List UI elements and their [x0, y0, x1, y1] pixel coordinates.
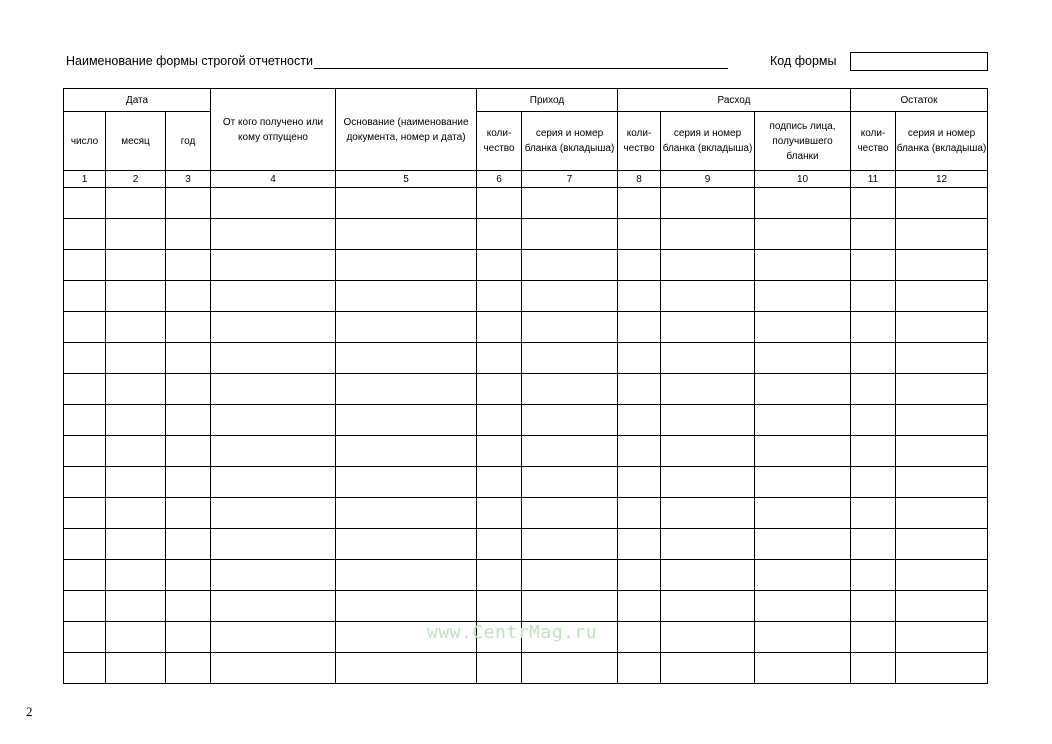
table-cell[interactable]	[166, 405, 211, 436]
table-row	[64, 498, 988, 529]
table-cell[interactable]	[851, 467, 896, 498]
table-cell[interactable]	[64, 560, 106, 591]
table-row	[64, 250, 988, 281]
subheader-income-qty: коли-чество	[477, 112, 522, 171]
subheader-day: число	[64, 112, 106, 171]
subheader-year: год	[166, 112, 211, 171]
table-cell[interactable]	[211, 560, 336, 591]
table-cell[interactable]	[211, 405, 336, 436]
table-cell[interactable]	[755, 529, 851, 560]
table-cell[interactable]	[336, 281, 477, 312]
table-cell[interactable]	[106, 498, 166, 529]
table-cell[interactable]	[211, 591, 336, 622]
table-row	[64, 281, 988, 312]
table-cell[interactable]	[661, 467, 755, 498]
table-cell[interactable]	[896, 529, 988, 560]
table-cell[interactable]	[522, 374, 618, 405]
table-cell[interactable]	[522, 250, 618, 281]
table-cell[interactable]	[106, 560, 166, 591]
table-cell[interactable]	[64, 436, 106, 467]
table-cell[interactable]	[477, 219, 522, 250]
form-code-field[interactable]	[850, 52, 988, 71]
table-cell[interactable]	[211, 467, 336, 498]
table-cell[interactable]	[211, 281, 336, 312]
table-cell[interactable]	[166, 529, 211, 560]
table-cell[interactable]	[211, 374, 336, 405]
table-cell[interactable]	[755, 219, 851, 250]
table-cell[interactable]	[851, 560, 896, 591]
table-cell[interactable]	[477, 343, 522, 374]
table-cell[interactable]	[522, 219, 618, 250]
table-cell[interactable]	[755, 188, 851, 219]
table-cell[interactable]	[661, 405, 755, 436]
table-cell[interactable]	[755, 250, 851, 281]
table-cell[interactable]	[64, 529, 106, 560]
table-cell[interactable]	[896, 591, 988, 622]
table-cell[interactable]	[166, 653, 211, 684]
table-cell[interactable]	[755, 467, 851, 498]
table-cell[interactable]	[336, 498, 477, 529]
table-cell[interactable]	[661, 653, 755, 684]
table-cell[interactable]	[896, 250, 988, 281]
table-cell[interactable]	[522, 188, 618, 219]
table-cell[interactable]	[661, 622, 755, 653]
table-cell[interactable]	[755, 312, 851, 343]
header-balance: Остаток	[851, 89, 988, 112]
table-cell[interactable]	[618, 374, 661, 405]
table-cell[interactable]	[618, 653, 661, 684]
subheader-expense-series: серия и номер бланка (вкладыша)	[661, 112, 755, 171]
subheader-month: месяц	[106, 112, 166, 171]
table-cell[interactable]	[64, 281, 106, 312]
table-cell[interactable]	[755, 281, 851, 312]
table-cell[interactable]	[896, 653, 988, 684]
table-row	[64, 467, 988, 498]
table-cell[interactable]	[106, 436, 166, 467]
table-cell[interactable]	[755, 560, 851, 591]
table-cell[interactable]	[336, 250, 477, 281]
form-name-label: Наименование формы строгой отчетности	[66, 54, 313, 68]
table-cell[interactable]	[618, 591, 661, 622]
table-cell[interactable]	[336, 560, 477, 591]
table-cell[interactable]	[618, 467, 661, 498]
table-cell[interactable]	[896, 374, 988, 405]
table-cell[interactable]	[661, 312, 755, 343]
table-cell[interactable]	[106, 622, 166, 653]
table-cell[interactable]	[166, 591, 211, 622]
table-cell[interactable]	[522, 312, 618, 343]
table-cell[interactable]	[166, 560, 211, 591]
table-cell[interactable]	[851, 374, 896, 405]
table-cell[interactable]	[336, 374, 477, 405]
table-cell[interactable]	[336, 188, 477, 219]
table-cell[interactable]	[851, 343, 896, 374]
table-cell[interactable]	[522, 343, 618, 374]
table-cell[interactable]	[851, 591, 896, 622]
table-cell[interactable]	[755, 374, 851, 405]
table-cell[interactable]	[64, 188, 106, 219]
table-cell[interactable]	[618, 529, 661, 560]
watermark: www.CentrMag.ru	[427, 622, 598, 643]
table-cell[interactable]	[211, 188, 336, 219]
table-cell[interactable]	[477, 436, 522, 467]
table-cell[interactable]	[522, 436, 618, 467]
table-cell[interactable]	[477, 281, 522, 312]
form-name-field[interactable]	[314, 68, 728, 69]
table-cell[interactable]	[477, 467, 522, 498]
table-cell[interactable]	[64, 250, 106, 281]
table-cell[interactable]	[336, 436, 477, 467]
table-cell[interactable]	[851, 250, 896, 281]
table-cell[interactable]	[211, 343, 336, 374]
table-cell[interactable]	[896, 405, 988, 436]
table-cell[interactable]	[755, 405, 851, 436]
table-cell[interactable]	[166, 374, 211, 405]
header-expense: Расход	[618, 89, 851, 112]
table-cell[interactable]	[336, 343, 477, 374]
table-cell[interactable]	[661, 529, 755, 560]
table-cell[interactable]	[522, 653, 618, 684]
table-cell[interactable]	[106, 467, 166, 498]
table-cell[interactable]	[211, 622, 336, 653]
table-cell[interactable]	[661, 219, 755, 250]
table-cell[interactable]	[106, 529, 166, 560]
table-row	[64, 560, 988, 591]
table-cell[interactable]	[336, 529, 477, 560]
column-number: 1	[64, 171, 106, 188]
table-cell[interactable]	[896, 467, 988, 498]
table-row	[64, 312, 988, 343]
form-code-label: Код формы	[770, 54, 837, 68]
table-cell[interactable]	[64, 622, 106, 653]
table-cell[interactable]	[477, 498, 522, 529]
table-cell[interactable]	[618, 312, 661, 343]
table-cell[interactable]	[896, 312, 988, 343]
table-cell[interactable]	[851, 529, 896, 560]
table-row	[64, 374, 988, 405]
table-cell[interactable]	[522, 560, 618, 591]
table-cell[interactable]	[896, 188, 988, 219]
table-cell[interactable]	[106, 219, 166, 250]
table-cell[interactable]	[522, 529, 618, 560]
table-cell[interactable]	[661, 591, 755, 622]
table-cell[interactable]	[755, 591, 851, 622]
column-number: 5	[336, 171, 477, 188]
table-cell[interactable]	[661, 436, 755, 467]
column-number: 10	[755, 171, 851, 188]
table-cell[interactable]	[851, 281, 896, 312]
table-cell[interactable]	[851, 622, 896, 653]
table-cell[interactable]	[755, 498, 851, 529]
table-cell[interactable]	[851, 653, 896, 684]
column-number: 4	[211, 171, 336, 188]
column-number: 6	[477, 171, 522, 188]
table-cell[interactable]	[106, 653, 166, 684]
subheader-expense-qty: коли-чество	[618, 112, 661, 171]
table-cell[interactable]	[477, 312, 522, 343]
table-cell[interactable]	[618, 405, 661, 436]
table-cell[interactable]	[851, 436, 896, 467]
table-cell[interactable]	[896, 560, 988, 591]
table-cell[interactable]	[618, 343, 661, 374]
header-basis: Основание (наименование документа, номер и дата)	[336, 89, 477, 171]
table-cell[interactable]	[661, 250, 755, 281]
table-cell[interactable]	[211, 653, 336, 684]
table-cell[interactable]	[851, 498, 896, 529]
table-cell[interactable]	[336, 467, 477, 498]
table-cell[interactable]	[106, 405, 166, 436]
table-cell[interactable]	[64, 343, 106, 374]
table-row	[64, 436, 988, 467]
subheader-balance-qty: коли-чество	[851, 112, 896, 171]
table-cell[interactable]	[64, 467, 106, 498]
table-cell[interactable]	[661, 281, 755, 312]
table-cell[interactable]	[336, 653, 477, 684]
table-cell[interactable]	[755, 343, 851, 374]
register-table	[63, 88, 988, 684]
subheader-balance-series: серия и номер бланка (вкладыша)	[896, 112, 988, 171]
table-row	[64, 219, 988, 250]
table-cell[interactable]	[477, 250, 522, 281]
table-row	[64, 591, 988, 622]
table-cell[interactable]	[106, 343, 166, 374]
table-cell[interactable]	[166, 281, 211, 312]
table-cell[interactable]	[166, 219, 211, 250]
table-cell[interactable]	[166, 467, 211, 498]
table-cell[interactable]	[661, 374, 755, 405]
table-cell[interactable]	[896, 498, 988, 529]
column-number: 11	[851, 171, 896, 188]
table-cell[interactable]	[211, 250, 336, 281]
table-cell[interactable]	[618, 281, 661, 312]
table-cell[interactable]	[64, 498, 106, 529]
table-row	[64, 188, 988, 219]
column-number: 9	[661, 171, 755, 188]
page-number: 2	[26, 704, 33, 719]
table-cell[interactable]	[336, 591, 477, 622]
table-cell[interactable]	[211, 219, 336, 250]
table-cell[interactable]	[896, 281, 988, 312]
table-cell[interactable]	[166, 343, 211, 374]
column-number-row	[64, 171, 988, 188]
table-cell[interactable]	[618, 622, 661, 653]
table-cell[interactable]	[477, 405, 522, 436]
table-cell[interactable]	[522, 591, 618, 622]
table-cell[interactable]	[477, 653, 522, 684]
column-number: 12	[896, 171, 988, 188]
table-cell[interactable]	[477, 529, 522, 560]
table-cell[interactable]	[166, 436, 211, 467]
table-cell[interactable]	[477, 591, 522, 622]
column-number: 8	[618, 171, 661, 188]
table-cell[interactable]	[336, 219, 477, 250]
table-cell[interactable]	[211, 529, 336, 560]
table-cell[interactable]	[522, 405, 618, 436]
table-cell[interactable]	[755, 622, 851, 653]
table-cell[interactable]	[64, 591, 106, 622]
table-cell[interactable]	[896, 436, 988, 467]
table-cell[interactable]	[896, 219, 988, 250]
table-cell[interactable]	[64, 219, 106, 250]
table-cell[interactable]	[851, 219, 896, 250]
table-row	[64, 343, 988, 374]
column-number: 3	[166, 171, 211, 188]
subheader-income-series: серия и номер бланка (вкладыша)	[522, 112, 618, 171]
table-cell[interactable]	[336, 312, 477, 343]
table-cell[interactable]	[64, 405, 106, 436]
table-cell[interactable]	[896, 622, 988, 653]
table-cell[interactable]	[166, 188, 211, 219]
table-cell[interactable]	[618, 219, 661, 250]
table-cell[interactable]	[618, 560, 661, 591]
table-cell[interactable]	[336, 405, 477, 436]
table-row	[64, 529, 988, 560]
table-cell[interactable]	[166, 250, 211, 281]
column-number: 7	[522, 171, 618, 188]
table-cell[interactable]	[661, 188, 755, 219]
table-cell[interactable]	[477, 188, 522, 219]
table-cell[interactable]	[166, 622, 211, 653]
table-cell[interactable]	[618, 250, 661, 281]
table-cell[interactable]	[64, 312, 106, 343]
table-cell[interactable]	[106, 374, 166, 405]
table-cell[interactable]	[661, 343, 755, 374]
table-cell[interactable]	[211, 498, 336, 529]
table-cell[interactable]	[755, 653, 851, 684]
table-row	[64, 653, 988, 684]
table-cell[interactable]	[618, 188, 661, 219]
table-cell[interactable]	[851, 312, 896, 343]
table-cell[interactable]	[106, 250, 166, 281]
table-cell[interactable]	[522, 467, 618, 498]
form-header	[66, 54, 988, 72]
table-cell[interactable]	[64, 653, 106, 684]
table-row	[64, 405, 988, 436]
table-cell[interactable]	[755, 436, 851, 467]
table-cell[interactable]	[106, 188, 166, 219]
table-cell[interactable]	[106, 591, 166, 622]
table-cell[interactable]	[106, 281, 166, 312]
table-cell[interactable]	[64, 374, 106, 405]
header-income: Приход	[477, 89, 618, 112]
table-cell[interactable]	[477, 560, 522, 591]
table-cell[interactable]	[211, 312, 336, 343]
table-cell[interactable]	[166, 498, 211, 529]
column-number: 2	[106, 171, 166, 188]
subheader-expense-signature: подпись лица, получившего бланки	[755, 112, 851, 171]
table-cell[interactable]	[106, 312, 166, 343]
header-from-whom: От кого получено или кому отпущено	[211, 89, 336, 171]
table-cell[interactable]	[166, 312, 211, 343]
table-cell[interactable]	[522, 281, 618, 312]
table-cell[interactable]	[661, 560, 755, 591]
header-date: Дата	[64, 89, 211, 112]
table-cell[interactable]	[618, 498, 661, 529]
table-cell[interactable]	[896, 343, 988, 374]
table-cell[interactable]	[661, 498, 755, 529]
table-cell[interactable]	[618, 436, 661, 467]
table-cell[interactable]	[522, 498, 618, 529]
table-cell[interactable]	[851, 405, 896, 436]
table-cell[interactable]	[477, 374, 522, 405]
table-cell[interactable]	[211, 436, 336, 467]
table-cell[interactable]	[851, 188, 896, 219]
